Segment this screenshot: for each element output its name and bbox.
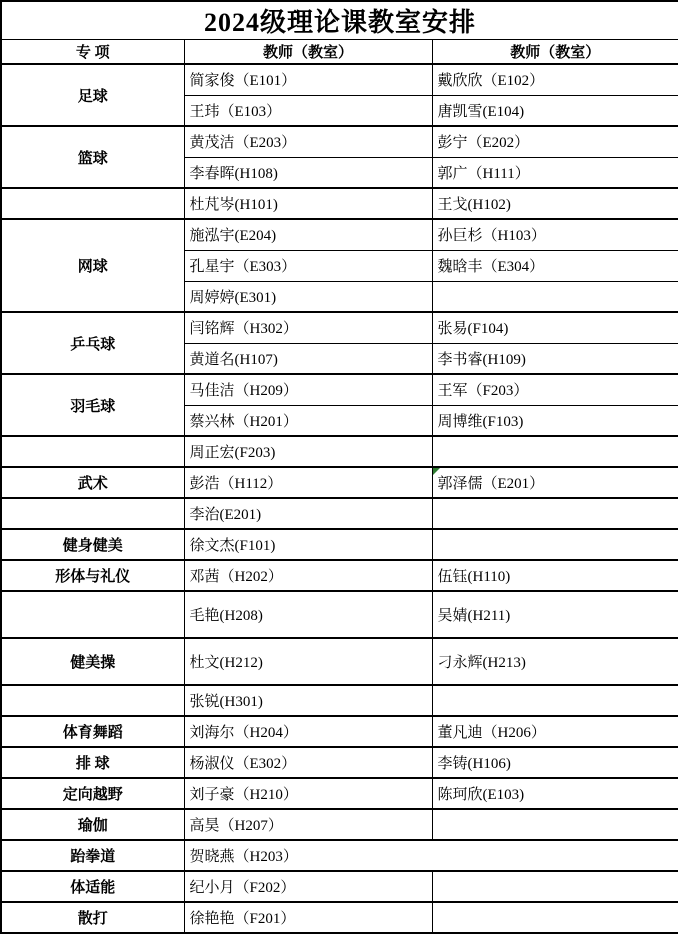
specialty-cell-empty xyxy=(1,591,184,638)
table-row xyxy=(1,374,678,405)
teacher-cell xyxy=(184,529,432,560)
teacher-cell xyxy=(184,250,432,281)
teacher-cell xyxy=(432,747,678,778)
teacher-cell xyxy=(184,188,432,219)
teacher-cell-text: 郭广（H111） xyxy=(437,165,530,182)
table-row xyxy=(1,591,678,638)
teacher-cell-text: 周婷婷(E301) xyxy=(189,289,277,306)
teacher-cell-text: 简家俊（E101） xyxy=(189,73,297,90)
specialty-cell: 乒乓球 xyxy=(1,312,184,374)
table-row xyxy=(1,498,678,529)
teacher-cell-empty xyxy=(432,685,678,716)
page-title: 2024级理论课教室安排 xyxy=(1,1,678,40)
specialty-cell: 健美操 xyxy=(1,638,184,685)
teacher-cell xyxy=(432,95,678,126)
table-row xyxy=(1,560,678,591)
specialty-cell: 足球 xyxy=(1,64,184,126)
teacher-cell-text: 毛艳(H208) xyxy=(189,608,263,624)
specialty-cell: 体育舞蹈 xyxy=(1,716,184,747)
teacher-cell-text: 施泓宇(E204) xyxy=(189,228,277,245)
teacher-cell xyxy=(184,126,432,157)
teacher-cell-text: 李治(E201) xyxy=(189,507,262,523)
specialty-cell-empty xyxy=(1,188,184,219)
teacher-cell-text: 高昊（H207） xyxy=(189,818,283,834)
specialty-cell: 定向越野 xyxy=(1,778,184,809)
teacher-cell-text: 周正宏(F203) xyxy=(189,445,276,461)
column-header-row xyxy=(1,40,678,65)
teacher-cell xyxy=(432,312,678,343)
teacher-cell-text: 杨淑仪（E302） xyxy=(189,756,297,772)
teacher-cell xyxy=(432,638,678,685)
teacher-cell-text: 张锐(H301) xyxy=(189,694,263,710)
teacher-cell-text: 王戈(H102) xyxy=(437,197,511,213)
table-row xyxy=(1,126,678,157)
table-row xyxy=(1,312,678,343)
teacher-cell-text: 王军（F203） xyxy=(437,383,529,400)
specialty-cell: 羽毛球 xyxy=(1,374,184,436)
specialty-cell: 散打 xyxy=(1,902,184,933)
teacher-cell xyxy=(184,498,432,529)
teacher-cell-text: 杜文(H212) xyxy=(189,655,263,671)
teacher-cell xyxy=(184,64,432,95)
specialty-cell-empty xyxy=(1,498,184,529)
teacher-cell-text: 孙巨杉（H103） xyxy=(437,228,546,245)
teacher-cell xyxy=(184,902,432,933)
teacher-cell xyxy=(432,250,678,281)
teacher-cell xyxy=(184,436,432,467)
teacher-cell-text: 唐凯雪(E104) xyxy=(437,103,525,120)
teacher-cell-empty xyxy=(432,529,678,560)
teacher-cell-text: 陈珂欣(E103) xyxy=(437,787,525,803)
teacher-cell-text: 徐艳艳（F201） xyxy=(189,911,296,927)
teacher-cell xyxy=(184,157,432,188)
teacher-cell xyxy=(184,95,432,126)
teacher-cell-text: 张易(F104) xyxy=(437,321,509,338)
teacher-cell xyxy=(184,560,432,591)
teacher-cell xyxy=(184,312,432,343)
teacher-cell-text: 蔡兴林（H201） xyxy=(189,413,298,430)
teacher-cell xyxy=(184,343,432,374)
table-row xyxy=(1,219,678,250)
teacher-cell-text: 董凡迪（H206） xyxy=(437,725,546,741)
teacher-cell xyxy=(184,716,432,747)
teacher-cell-text: 魏晗丰（E304） xyxy=(437,259,545,275)
table-row xyxy=(1,685,678,716)
column-header-teacher-2: 教师（教室） xyxy=(432,40,678,65)
teacher-cell-text: 刁永辉(H213) xyxy=(437,655,526,671)
schedule-rows xyxy=(1,64,678,933)
teacher-cell xyxy=(184,809,432,840)
teacher-cell-text: 黄茂洁（E203） xyxy=(189,135,297,152)
teacher-cell-text: 马佳洁（H209） xyxy=(189,383,298,400)
teacher-cell xyxy=(432,716,678,747)
teacher-cell-text: 彭宁（E202） xyxy=(437,135,530,152)
teacher-cell xyxy=(184,871,432,902)
specialty-cell: 网球 xyxy=(1,219,184,312)
teacher-cell-empty xyxy=(432,871,678,902)
teacher-cell-text: 邓茜（H202） xyxy=(189,569,283,585)
teacher-cell xyxy=(184,840,678,871)
specialty-cell: 瑜伽 xyxy=(1,809,184,840)
error-triangle-icon xyxy=(433,468,440,475)
teacher-cell xyxy=(432,64,678,95)
teacher-cell xyxy=(432,343,678,374)
table-row xyxy=(1,188,678,219)
teacher-cell-text: 王玮（E103） xyxy=(189,103,282,120)
teacher-cell-text: 贺晓燕（H203） xyxy=(189,849,298,865)
teacher-cell-text: 徐文杰(F101) xyxy=(189,538,276,554)
column-header-teacher-1: 教师（教室） xyxy=(184,40,432,65)
teacher-cell-text: 杜芃岑(H101) xyxy=(189,197,278,213)
teacher-cell-empty xyxy=(432,281,678,312)
specialty-cell: 形体与礼仪 xyxy=(1,560,184,591)
teacher-cell-text: 黄道名(H107) xyxy=(189,351,278,368)
table-row xyxy=(1,809,678,840)
teacher-cell-text: 郭泽儒（E201） xyxy=(437,476,545,492)
table-row xyxy=(1,64,678,95)
specialty-cell: 健身健美 xyxy=(1,529,184,560)
table-row xyxy=(1,467,678,498)
table-row xyxy=(1,638,678,685)
teacher-cell xyxy=(184,374,432,405)
teacher-cell xyxy=(184,467,432,498)
teacher-cell xyxy=(184,219,432,250)
teacher-cell-text: 孔星宇（E303） xyxy=(189,259,297,275)
teacher-cell xyxy=(184,747,432,778)
specialty-cell-empty xyxy=(1,436,184,467)
specialty-cell: 排 球 xyxy=(1,747,184,778)
teacher-cell xyxy=(432,591,678,638)
teacher-cell-text: 闫铭辉（H302） xyxy=(189,321,298,338)
teacher-cell-text: 吴婧(H211) xyxy=(437,608,511,624)
teacher-cell-text: 伍钰(H110) xyxy=(437,569,511,585)
teacher-cell xyxy=(432,157,678,188)
table-row xyxy=(1,436,678,467)
teacher-cell xyxy=(184,778,432,809)
teacher-cell-text: 李铸(H106) xyxy=(437,756,511,772)
teacher-cell-text: 刘海尔（H204） xyxy=(189,725,298,741)
teacher-cell xyxy=(432,188,678,219)
table-row xyxy=(1,840,678,871)
teacher-cell xyxy=(432,374,678,405)
specialty-cell: 跆拳道 xyxy=(1,840,184,871)
table-row xyxy=(1,716,678,747)
teacher-cell xyxy=(432,467,678,498)
teacher-cell-text: 刘子豪（H210） xyxy=(189,787,298,803)
title-row xyxy=(1,1,678,40)
teacher-cell-text: 纪小月（F202） xyxy=(189,880,296,896)
teacher-cell-text: 李书睿(H109) xyxy=(437,351,526,368)
table-row xyxy=(1,747,678,778)
teacher-cell xyxy=(432,560,678,591)
teacher-cell-text: 戴欣欣（E102） xyxy=(437,73,545,90)
table-row xyxy=(1,871,678,902)
teacher-cell xyxy=(432,405,678,436)
specialty-cell-empty xyxy=(1,685,184,716)
specialty-cell: 体适能 xyxy=(1,871,184,902)
teacher-cell xyxy=(184,405,432,436)
teacher-cell-empty xyxy=(432,809,678,840)
teacher-cell xyxy=(432,778,678,809)
teacher-cell xyxy=(184,281,432,312)
teacher-cell-text: 彭浩（H112） xyxy=(189,476,283,492)
table-row xyxy=(1,778,678,809)
table-row xyxy=(1,902,678,933)
teacher-cell-text: 李春晖(H108) xyxy=(189,165,278,182)
specialty-cell: 武术 xyxy=(1,467,184,498)
teacher-cell xyxy=(432,126,678,157)
table-row xyxy=(1,529,678,560)
teacher-cell xyxy=(184,685,432,716)
specialty-cell: 篮球 xyxy=(1,126,184,188)
teacher-cell-empty xyxy=(432,436,678,467)
teacher-cell-empty xyxy=(432,902,678,933)
teacher-cell xyxy=(184,591,432,638)
column-header-specialty: 专 项 xyxy=(1,40,184,65)
teacher-cell xyxy=(184,638,432,685)
teacher-cell xyxy=(432,219,678,250)
teacher-cell-empty xyxy=(432,498,678,529)
teacher-cell-text: 周博维(F103) xyxy=(437,413,524,430)
